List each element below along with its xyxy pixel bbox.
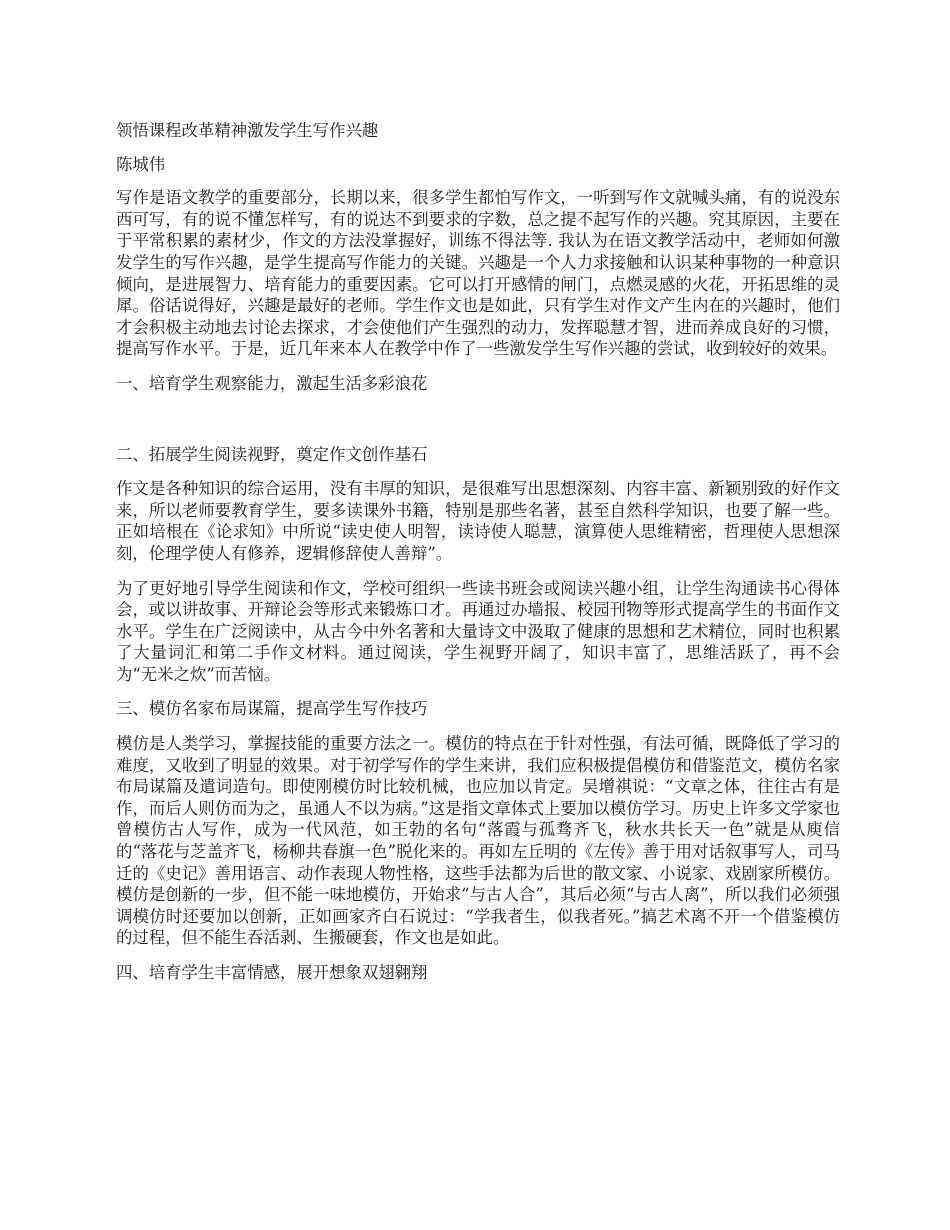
section-heading-2: 二、拓展学生阅读视野，奠定作文创作基石 (116, 444, 428, 464)
intro-paragraph: 写作是语文教学的重要部分，长期以来，很多学生都怕写作文，一听到写作文就喊头痛，有的说没东西可写，有的说不懂怎样写，有的说达不到要求的字数，总之提不起写作的兴趣。究其原因，主要在于平常积累的素材少，作文的方法没掌握好，训练不得法等. 我认为在语文教学活动中，老师如何激发学生的写作兴趣，是学生提高写作能力的关键。兴趣是一个人力求接触和认识某种事物的一种意识倾向，是进展智力、培育能力的重要因素。它可以打开感情的闸门，点燃灵感的火花，开拓思维的灵犀。俗话说得好，兴趣是最好的老师。学生作文也是如此，只有学生对作文产生内在的兴趣时，他们才会积极主动地去讨论去探求，才会使他们产生强烈的动力，发挥聪慧才智，进而养成良好的习惯，提高写作水平。于是，近几年来本人在教学中作了一些激发学生写作兴趣的尝试，收到较好的效果。 (116, 188, 840, 359)
document-author: 陈城伟 (116, 154, 166, 174)
section-heading-4: 四、培育学生丰富情感，展开想象双翅翱翔 (116, 963, 428, 982)
section-heading-1: 一、培育学生观察能力，激起生活多彩浪花 (116, 373, 428, 393)
document-page (116, 120, 840, 997)
section-heading-3: 三、模仿名家布局谋篇，提高学生写作技巧 (116, 699, 428, 719)
section-2-paragraph-1: 作文是各种知识的综合运用，没有丰厚的知识，是很难写出思想深刻、内容丰富、新颖别致的好作文来，所以老师要教育学生，要多读课外书籍，特别是那些名著，甚至自然科学知识，也要了解一些。正如培根在《论求知》中所说“读史使人明智，读诗使人聪慧，演算使人思维精密，哲理使人思想深刻，伦理学使人有修养，逻辑修辞使人善辩”。 (116, 479, 840, 563)
section-1-empty-space (116, 408, 840, 444)
section-2-paragraph-2: 为了更好地引导学生阅读和作文，学校可组织一些读书班会或阅读兴趣小组，让学生沟通读书心得体会，或以讲故事、开辩论会等形式来锻炼口才。再通过办墙报、校园刊物等形式提高学生的书面作文水平。学生在广泛阅读中，从古今中外名著和大量诗文中汲取了健康的思想和艺术精位，同时也积累了大量词汇和第二手作文材料。通过阅读，学生视野开阔了，知识丰富了，思维活跃了，再不会为“无米之炊”而苦恼。 (116, 578, 840, 684)
section-3-paragraph: 模仿是人类学习，掌握技能的重要方法之一。模仿的特点在于针对性强，有法可循，既降低了学习的难度，又收到了明显的效果。对于初学写作的学生来讲，我们应积极提倡模仿和借鉴范文，模仿名家布局谋篇及遣词造句。即使刚模仿时比较机械，也应加以肯定。吴增祺说：“文章之体，往往古有是作，而后人则仿而为之，虽通人不以为病。”这是指文章体式上要加以模仿学习。历史上许多文学家也曾模仿古人写作，成为一代风范，如王勃的名句“落霞与孤骛齐飞，秋水共长天一色”就是从庾信的“落花与芝盖齐飞，杨柳共春旗一色”脱化来的。再如左丘明的《左传》善于用对话叙事写人，司马迁的《史记》善用语言、动作表现人物性格，这些手法都为后世的散文家、小说家、戏剧家所模仿。模仿是创新的一步，但不能一味地模仿，开始求“与古人合”，其后必须“与古人离”，所以我们必须强调模仿时还要加以创新，正如画家齐白石说过：“学我者生，似我者死。”搞艺术离不开一个借鉴模仿的过程，但不能生吞活剥、生搬硬套，作文也是如此。 (116, 734, 840, 948)
document-title: 领悟课程改革精神激发学生写作兴趣 (116, 121, 379, 140)
